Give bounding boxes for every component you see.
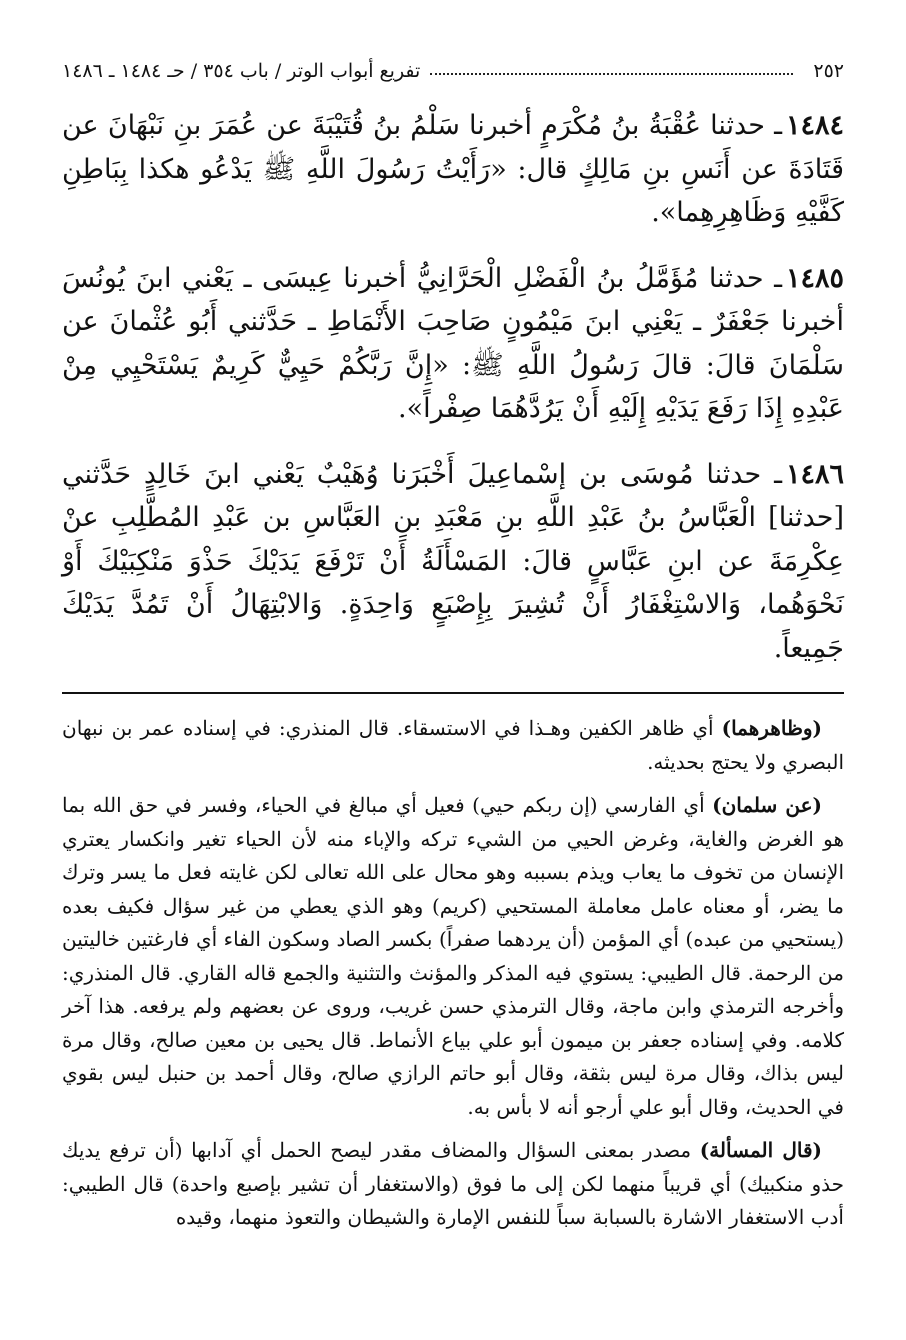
running-title: تفريع أبواب الوتر / باب ٣٥٤ / حـ ١٤٨٤ ـ ١٤٨٦ (62, 60, 421, 82)
note-qala-al-masala (62, 1134, 844, 1235)
note-wa-zahirihima (62, 712, 844, 779)
note-an-salman (62, 789, 844, 1124)
hadith-text: ـ حدثنا مُوسَى بن إسْماعِيلَ أَخْبَرَنا وُهَيْبٌ يَعْني ابنَ خَالِدٍ حَدَّثني [حدثنا] الْعَبَّاسُ بنُ عَبْدِ اللَّهِ بنِ مَعْبَدِ بنِ العَبَّاسِ بن عَبْدِ المُطَّلِبِ عنْ عِكْرِمَةَ عن ابنِ عَبَّاسٍ قالَ: المَسْأَلَةُ أَنْ تَرْفَعَ يَدَيْكَ حَذْوَ مَنْكِبَيْكَ أَوْ نَحْوَهُما، وَالاسْتِغْفَارُ أَنْ تُشِيرَ بِإِصْبَعٍ وَاحِدَةٍ. وَالابْتِهَالُ أَنْ تَمُدَّ يَدَيْكَ جَمِيعاً. (62, 458, 844, 664)
note-lemma: (وظاهرهما) (721, 716, 822, 740)
footnote-divider (62, 692, 844, 694)
note-text: أي ظاهر الكفين وهـذا في الاستسقاء. قال المنذري: في إسناده عمر بن نبهان البصري ولا يحتج بحديثه. (62, 716, 844, 774)
hadith-1484 (62, 104, 844, 235)
hadith-1485 (62, 257, 844, 431)
page-number: ٢٥٢ (813, 60, 844, 82)
hadith-text: ـ حدثنا عُقْبَةُ بنُ مُكْرَمٍ أخبرنا سَلْمُ بنُ قُتَيْبَةَ عن عُمَرَ بنِ نَبْهَانَ عن قَتَادَةَ عن أَنَسِ بنِ مَالِكٍ قال: «رَأَيْتُ رَسُولَ اللَّهِ ﷺ يَدْعُو هكذا بِبَاطِنِ كَفَّيْهِ وَظَاهِرِهِما». (62, 110, 844, 228)
running-header (62, 56, 844, 86)
book-page (62, 56, 844, 1310)
commentary-notes (62, 712, 844, 1235)
hadith-number: ١٤٨٥ (785, 262, 844, 294)
note-text: أي الفارسي (إن ربكم حيي) فعيل أي مبالغ في الحياء، وفسر في حق الله بما هو الغرض والغاية، وغرض الحيي من الشيء تركه والإباء منه لأن الحياء تغير وانكسار يعتري الإنسان من تخوف ما يعاب ويذم بسببه وهو محال على الله تعالى لكن غايته فعل ما يسر وترك ما يضر، أو معناه عامل معاملة المستحيي (كريم) وهو الذي يعطي من غير سؤال فكيف بعده (يستحيي من عبده) أي المؤمن (أن يردهما صفراً) بكسر الصاد وسكون الفاء أي فارغتين خاليتين من الرحمة. قال الطيبي: يستوي فيه المذكر والمؤنث والتثنية والجمع قاله القاري. قال المنذري: وأخرجه الترمذي وابن ماجة، وقال الترمذي حسن غريب، وروى عن بعضهم ولم يرفعه. هذا آخر كلامه. وفي إسناده جعفر بن ميمون أبو علي بياع الأنماط. قال يحيى بن معين صالح، وقال مرة ليس بذاك، وقال مرة ليس بثقة، وقال أبو حاتم الرازي صالح، وقال أحمد بن حنبل ليس بقوي في الحديث، وقال أبو علي أرجو أنه لا بأس به. (62, 793, 844, 1119)
note-lemma: (قال المسألة) (699, 1138, 822, 1162)
hadith-1486 (62, 453, 844, 671)
note-lemma: (عن سلمان) (712, 793, 822, 817)
hadith-number: ١٤٨٦ (785, 458, 844, 490)
note-text: مصدر بمعنى السؤال والمضاف مقدر ليصح الحمل أي آدابها (أن ترفع يديك حذو منكبيك) أي قريباً منهما لكن إلى ما فوق (والاستغفار أن تشير بإصبع واحدة) قال الطيبي: أدب الاستغفار الاشارة بالسبابة سباً للنفس الإمارة والشيطان والتعوذ منهما، وقيده (62, 1138, 844, 1229)
hadith-list (62, 104, 844, 670)
hadith-text: ـ حدثنا مُؤَمَّلُ بنُ الْفَضْلِ الْحَرَّانِيُّ أخبرنا عِيسَى ـ يَعْني ابنَ يُونُسَ أخبرنا جَعْفَرٌ ـ يَعْنِي ابنَ مَيْمُونٍ صَاحِبَ الأَنْمَاطِ ـ حَدَّثني أَبُو عُثْمانَ عن سَلْمَانَ قالَ: قالَ رَسُولُ اللَّهِ ﷺ: «إِنَّ رَبَّكُمْ حَيِيٌّ كَرِيمٌ يَسْتَحْيِي مِنْ عَبْدِهِ إِذَا رَفَعَ يَدَيْهِ إِلَيْهِ أَنْ يَرُدَّهُمَا صِفْراً». (62, 262, 844, 424)
hadith-number: ١٤٨٤ (785, 110, 844, 141)
dotted-leader (430, 73, 793, 75)
